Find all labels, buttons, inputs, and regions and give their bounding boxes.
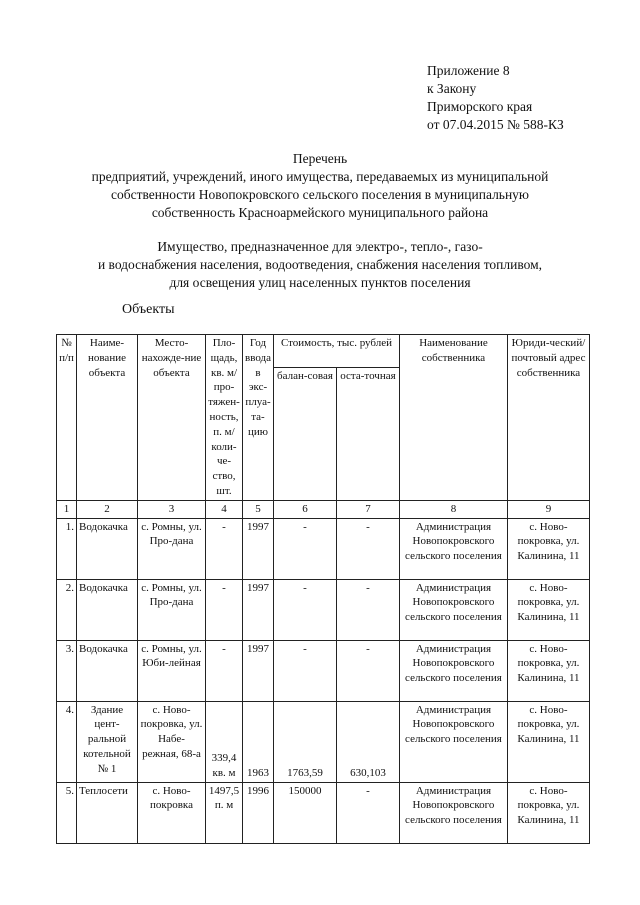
row-owner: Администрация Новопокровского сельского поселения <box>399 782 507 843</box>
row-location: с. Ромны, ул. Про-дана <box>138 518 206 579</box>
row-owner: Администрация Новопокровского сельского поселения <box>399 518 507 579</box>
header-cost-residual: оста-точная <box>336 368 399 501</box>
row-area: 339,4 кв. м <box>206 701 243 782</box>
row-area: - <box>206 579 243 640</box>
appendix-line: к Закону <box>427 81 477 96</box>
document-title <box>0 150 640 222</box>
row-area: - <box>206 640 243 701</box>
appendix-line: Приложение 8 <box>427 63 510 78</box>
row-year: 1997 <box>243 640 274 701</box>
subtitle-line: Имущество, предназначенное для электро-, тепло-, газо- <box>157 239 483 254</box>
row-name: Водокачка <box>77 640 138 701</box>
column-number-row <box>57 500 590 518</box>
row-location: с. Ромны, ул. Про-дана <box>138 579 206 640</box>
appendix-block <box>427 62 564 134</box>
row-residual: - <box>336 579 399 640</box>
column-number: 1 <box>57 500 77 518</box>
header-address: Юриди-ческий/ почтовый адрес собственника <box>507 335 589 501</box>
title-line: собственности Новопокровского сельского поселения в муниципальную <box>110 187 530 202</box>
row-balance: 1763,59 <box>273 701 336 782</box>
document-subtitle <box>0 238 640 292</box>
subtitle-line: и водоснабжения населения, водоотведения, снабжения населения топливом, <box>97 257 543 272</box>
row-balance: - <box>273 640 336 701</box>
row-year: 1997 <box>243 518 274 579</box>
row-address: с. Ново-покровка, ул. Калинина, 11 <box>507 579 589 640</box>
table-row <box>57 518 590 579</box>
row-num: 5. <box>57 782 77 843</box>
row-address: с. Ново-покровка, ул. Калинина, 11 <box>507 701 589 782</box>
row-num: 3. <box>57 640 77 701</box>
column-number: 4 <box>206 500 243 518</box>
subtitle-line: для освещения улиц населенных пунктов поселения <box>169 275 471 290</box>
row-address: с. Ново-покровка, ул. Калинина, 11 <box>507 782 589 843</box>
table-row <box>57 640 590 701</box>
header-year: Год ввода в экс-плуа-та-цию <box>243 335 274 501</box>
row-year: 1996 <box>243 782 274 843</box>
row-balance: 150000 <box>273 782 336 843</box>
header-cost-balance: балан-совая <box>273 368 336 501</box>
row-residual: - <box>336 518 399 579</box>
row-location: с. Ново-покровка <box>138 782 206 843</box>
column-number: 5 <box>243 500 274 518</box>
table-row <box>57 579 590 640</box>
appendix-line: Приморского края <box>427 99 533 114</box>
header-row <box>57 335 590 368</box>
row-balance: - <box>273 518 336 579</box>
header-cost: Стоимость, тыс. рублей <box>273 335 399 368</box>
row-area: - <box>206 518 243 579</box>
column-number: 9 <box>507 500 589 518</box>
row-num: 1. <box>57 518 77 579</box>
header-area: Пло-щадь, кв. м/ про-тяжен-ность, п. м/ коли-че-ство, шт. <box>206 335 243 501</box>
row-residual: - <box>336 782 399 843</box>
row-residual: - <box>336 640 399 701</box>
row-location: с. Ромны, ул. Юби-лейная <box>138 640 206 701</box>
property-table <box>56 334 590 844</box>
column-number: 8 <box>399 500 507 518</box>
column-number: 3 <box>138 500 206 518</box>
title-line: предприятий, учреждений, иного имущества, передаваемых из муниципальной <box>91 169 549 184</box>
title-line: Перечень <box>292 151 348 166</box>
table-row <box>57 782 590 843</box>
row-owner: Администрация Новопокровского сельского поселения <box>399 640 507 701</box>
row-year: 1997 <box>243 579 274 640</box>
header-owner: Наименование собственника <box>399 335 507 501</box>
objects-label: Объекты <box>122 302 175 317</box>
row-owner: Администрация Новопокровского сельского поселения <box>399 579 507 640</box>
table-row <box>57 701 590 782</box>
column-number: 6 <box>273 500 336 518</box>
row-name: Водокачка <box>77 579 138 640</box>
row-address: с. Ново-покровка, ул. Калинина, 11 <box>507 640 589 701</box>
header-name: Наиме-нование объекта <box>77 335 138 501</box>
title-line: собственность Красноармейского муниципального района <box>151 205 489 220</box>
row-area: 1497,5 п. м <box>206 782 243 843</box>
row-residual: 630,103 <box>336 701 399 782</box>
row-owner: Администрация Новопокровского сельского поселения <box>399 701 507 782</box>
row-name: Здание цент-ральной котельной № 1 <box>77 701 138 782</box>
row-name: Водокачка <box>77 518 138 579</box>
column-number: 7 <box>336 500 399 518</box>
row-balance: - <box>273 579 336 640</box>
row-year: 1963 <box>243 701 274 782</box>
row-num: 2. <box>57 579 77 640</box>
row-address: с. Ново-покровка, ул. Калинина, 11 <box>507 518 589 579</box>
header-location: Место-нахожде-ние объекта <box>138 335 206 501</box>
row-name: Теплосети <box>77 782 138 843</box>
row-location: с. Ново-покровка, ул. Набе-режная, 68-а <box>138 701 206 782</box>
row-num: 4. <box>57 701 77 782</box>
appendix-line: от 07.04.2015 № 588-КЗ <box>427 117 564 132</box>
header-num: № п/п <box>57 335 77 501</box>
column-number: 2 <box>77 500 138 518</box>
